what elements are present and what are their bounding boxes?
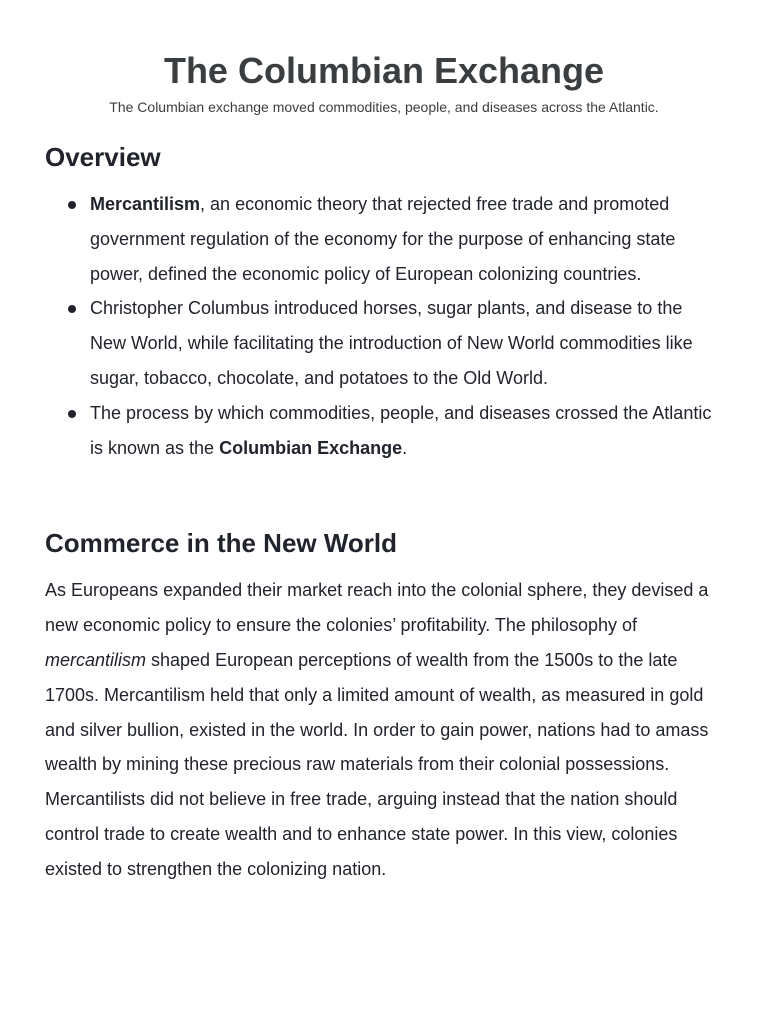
page-subtitle: The Columbian exchange moved commodities, people, and diseases across the Atlantic.: [109, 99, 659, 115]
list-item: [90, 187, 723, 291]
commerce-paragraph: [45, 573, 723, 886]
list-item: [90, 291, 723, 395]
overview-bullet-list: [45, 187, 723, 465]
term-mercantilism-italic: mercantilism: [45, 649, 147, 670]
overview-heading: Overview: [45, 142, 161, 172]
bullet-text: , an economic theory that rejected free trade and promoted government regulation of the economy for the purpose of enhancing state power, defined the economic policy of European colonizing countries.: [90, 194, 676, 284]
page-title: The Columbian Exchange: [163, 50, 605, 91]
bullet-text-end: .: [402, 437, 408, 458]
term-mercantilism: Mercantilism: [90, 194, 201, 214]
commerce-heading: Commerce in the New World: [45, 528, 398, 559]
paragraph-text-continued: shaped European perceptions of wealth from the 1500s to the late 1700s. Mercantilism held that only a limited amount of wealth, as measured in gold and silver bullion, existed in the world. In order to gain power, nations had to amass wealth by mining these precious raw materials from their colonial possessions. Mercantilists did not believe in free trade, arguing instead that the nation should control trade to create wealth and to enhance state power. In this view, colonies existed to strengthen the colonizing nation.: [45, 649, 709, 879]
paragraph-text: As Europeans expanded their market reach into the colonial sphere, they devised a new economic policy to ensure the colonies’ profitability. The philosophy of: [45, 580, 709, 636]
bullet-icon: [68, 201, 76, 209]
bullet-text: The process by which commodities, people, and diseases crossed the Atlantic is known as the: [90, 402, 712, 458]
bullet-icon: [68, 410, 76, 418]
bullet-text: Christopher Columbus introduced horses, sugar plants, and disease to the New World, while facilitating the introduction of New World commodities like sugar, tobacco, chocolate, and potatoes to the Old World.: [90, 298, 693, 388]
list-item: [90, 396, 723, 466]
bullet-icon: [68, 305, 76, 313]
term-columbian-exchange: Columbian Exchange: [219, 437, 403, 458]
